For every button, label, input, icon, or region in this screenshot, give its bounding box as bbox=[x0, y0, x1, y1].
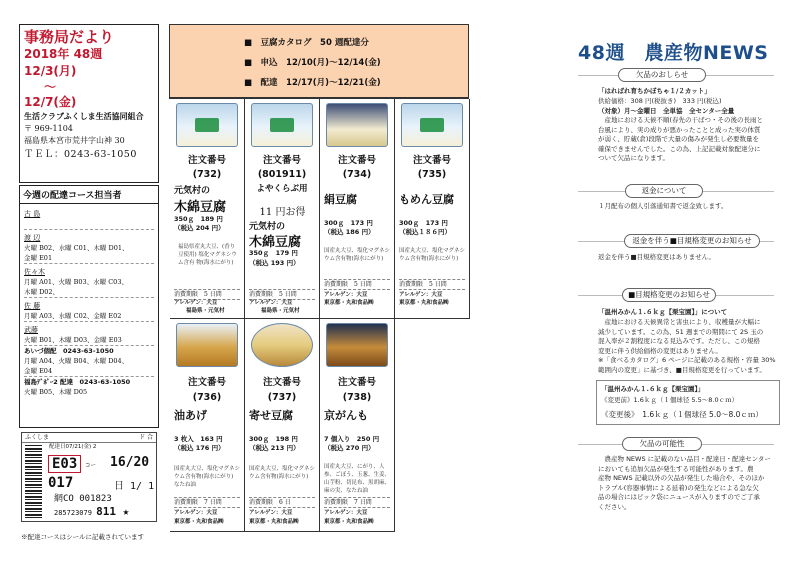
catalog-line-3: ■ 配達 12/17(月)～12/21(金) bbox=[244, 78, 381, 88]
spec-box-title: 「温州みかん１.６ｋｇ【栗宝園】」 bbox=[601, 385, 705, 393]
product-tax: （税込１８６円） bbox=[399, 228, 451, 236]
product-price: 300ｇ 173 円 bbox=[324, 219, 373, 227]
product-tax: （税込 213 円） bbox=[249, 444, 300, 452]
product-expiry: 消費期限 6 日 bbox=[249, 497, 315, 508]
area-name: 佐々木 bbox=[24, 268, 45, 276]
product-name: 寄せ豆腐 bbox=[249, 409, 293, 422]
product-price: 7 個入り 250 円 bbox=[324, 435, 380, 443]
fukushima-title: 福島ﾃﾞﾎﾟｰ2 配達 0243-63-1050 bbox=[24, 378, 131, 386]
order-label: 注文番号 bbox=[412, 155, 451, 166]
product-allergen: アレルゲン：大豆 bbox=[174, 300, 218, 306]
course-line: 月曜 A04、火曜 B04、木曜 D04、 bbox=[24, 357, 129, 365]
barcode-icon bbox=[25, 445, 42, 519]
stockout-line: 産地における天候不順(春先の干ばつ・その後の長雨と bbox=[598, 116, 764, 124]
product-card bbox=[245, 319, 320, 532]
spec-change-box bbox=[596, 380, 780, 425]
possible-line: ください。 bbox=[598, 502, 631, 511]
spec-line: 減少しています。この為、51 週までの期間にて 2S 玉の bbox=[598, 327, 764, 336]
product-deal: 11 円お得 bbox=[259, 207, 306, 218]
order-label: 注文番号 bbox=[262, 155, 301, 166]
stockout-line: が弱く、貯蔵(倉)段階で大量の傷みが発生し必要数量を bbox=[598, 135, 759, 143]
product-name: もめん豆腐 bbox=[399, 193, 454, 206]
product-tax: （税込 193 円） bbox=[249, 259, 300, 267]
label-barcode-small: 285723079 bbox=[54, 509, 92, 517]
possible-line: 品の場合にはピック袋にニュースが入りますのでご了承 bbox=[598, 493, 760, 501]
tofu-photo bbox=[251, 323, 313, 367]
tofu-photo bbox=[176, 103, 238, 147]
office-year-week: 2018年 48週 bbox=[24, 47, 103, 61]
office-tilde: ～ bbox=[44, 80, 57, 94]
refund-text: １月配布の個人引落通知書で返金致します。 bbox=[598, 202, 728, 210]
section-heading-spec-change: ■目規格変更のお知らせ bbox=[622, 288, 716, 302]
catalog-line-1: ■ 豆腐カタログ 50 週配達分 bbox=[244, 38, 369, 48]
spec-line: 混入率が２割程度になる見込みです。ただし、この規格 bbox=[598, 337, 760, 345]
stockout-line: ついて欠品になります。 bbox=[598, 154, 669, 162]
course-line: 火曜 B05、木曜 D05 bbox=[24, 388, 88, 396]
office-date-to: 12/7(金) bbox=[24, 95, 77, 109]
office-date-from: 12/3(月) bbox=[24, 64, 77, 78]
product-price: 3 枚入 163 円 bbox=[174, 435, 223, 443]
product-maker: 福島県・元気村 bbox=[186, 308, 225, 314]
spec-line: 変更に伴う供給価格の変更はありません。 bbox=[598, 346, 722, 355]
product-tax: （税込 186 円） bbox=[324, 228, 375, 236]
stockout-line: 供給価格：308 円(税抜き) 333 円(税込) bbox=[598, 97, 722, 105]
product-expiry: 消費期限 5 日間 bbox=[174, 289, 240, 300]
stockout-text bbox=[598, 97, 788, 164]
product-grid bbox=[169, 98, 469, 525]
product-allergen: アレルゲン：大豆 bbox=[249, 300, 293, 306]
spec-box-after: 《変更後》 1.6ｋｇ（１個球径 5.0～8.0ｃｍ） bbox=[601, 410, 763, 419]
stockout-line: （対象）月～金曜日 全単協 全センター全量 bbox=[598, 106, 735, 115]
label-top bbox=[22, 433, 156, 443]
catalog-line-2: ■ 申込 12/10(月)～12/14(金) bbox=[244, 58, 381, 68]
product-card bbox=[170, 319, 245, 532]
product-maker: 東京都・丸和食品㈱ bbox=[174, 519, 224, 525]
product-ingredients: 国産丸大豆、にがり、人参、ごぼう、玉葱、生姜、山芋粉、切昆布、黒胡麻、麻の実、なたね油 bbox=[324, 464, 391, 494]
tofu-photo bbox=[326, 323, 388, 367]
course-heading: 今週の配達コース担当者 bbox=[20, 186, 158, 204]
product-name: 京がんも bbox=[324, 409, 368, 422]
area-name: 佐 藤 bbox=[24, 302, 41, 310]
product-price: 350ｇ 179 円 bbox=[249, 249, 298, 257]
label-code-suffix: コー bbox=[85, 463, 97, 469]
office-title: 事務局だより bbox=[24, 28, 115, 46]
aizu-title: あいづ個配 0243-63-1050 bbox=[24, 347, 114, 355]
product-sub: 元気村の bbox=[174, 186, 211, 196]
product-expiry: 消費期限 5 日間 bbox=[399, 279, 465, 290]
course-line: 月曜 A01、火曜 B03、水曜 C03、 bbox=[24, 278, 128, 286]
product-card bbox=[170, 99, 245, 319]
tofu-photo bbox=[326, 103, 388, 147]
product-card bbox=[320, 319, 395, 532]
product-maker: 東京都・丸和食品㈱ bbox=[399, 300, 449, 306]
order-label: 注文番号 bbox=[337, 155, 376, 166]
product-card bbox=[245, 99, 320, 319]
product-ingredients: 国産丸大豆、塩化マグネシウム含有物(海水にがり) bbox=[324, 248, 390, 262]
possible-line: 農産物 NEWS に記載のない品目・配達日・配達センター bbox=[598, 455, 771, 463]
product-ingredients: 国産丸大豆、塩化マグネシウム含有物(海水にがり) なたね油 bbox=[174, 466, 240, 488]
product-maker: 東京都・丸和食品㈱ bbox=[249, 519, 299, 525]
area-divider bbox=[24, 219, 154, 230]
spec-change-item: 「温州みかん１.６ｋｇ【栗宝園】」について bbox=[598, 308, 728, 316]
area-name: 渡 辺 bbox=[24, 234, 41, 242]
label-top-left: ふくしま bbox=[25, 434, 50, 441]
label-barcode-number bbox=[54, 505, 129, 518]
order-number: (737) bbox=[267, 392, 297, 403]
stockout-line: 台風により、実の成りが悪かったことと成った実の体質 bbox=[598, 125, 761, 134]
label-seq: 網CO 001823 bbox=[54, 494, 112, 504]
spec-box-before: 《変更前》1.6ｋｇ（１個球径 5.5～8.0ｃｍ） bbox=[601, 396, 739, 404]
office-postal: 〒 969-1104 bbox=[24, 124, 73, 133]
section-heading-refund: 返金について bbox=[625, 184, 703, 198]
product-sub: よやくらぶ用 bbox=[256, 184, 308, 194]
possible-line: トラブル(容器事情による延着)の発生などによる急な欠 bbox=[598, 483, 759, 492]
area-name: 武藤 bbox=[24, 326, 38, 334]
product-name: 油あげ bbox=[174, 409, 207, 422]
label-page: 日 1/ 1 bbox=[114, 481, 155, 492]
course-line: 火曜 B02、水曜 C01、木曜 D01、 bbox=[24, 244, 129, 252]
product-allergen: アレルゲン：大豆 bbox=[324, 510, 368, 516]
label-course-code: E03 bbox=[48, 455, 81, 473]
product-tax: （税込 176 円） bbox=[174, 444, 225, 452]
spec-line: ※「食べるカタログ」6 ページに記載のある規格・容量 30% bbox=[598, 356, 776, 364]
product-tax: （税込 204 円） bbox=[174, 224, 225, 232]
delivery-label-sticker bbox=[21, 432, 157, 522]
product-tax: （税込 270 円） bbox=[324, 444, 375, 452]
product-allergen: アレルゲン：大豆 bbox=[399, 292, 443, 298]
order-number: (734) bbox=[342, 169, 372, 180]
product-name: 木綿豆腐 bbox=[174, 200, 227, 215]
product-card bbox=[320, 99, 395, 319]
order-label: 注文番号 bbox=[262, 377, 301, 388]
possible-stockout-text bbox=[598, 455, 788, 512]
product-price: 350ｇ 189 円 bbox=[174, 215, 223, 223]
stockout-item: 「はればれ育ちかぼちゃ１/２カット」 bbox=[598, 87, 711, 95]
course-line: 金曜 E01 bbox=[24, 253, 154, 264]
course-line: 月曜 A03、水曜 C02、金曜 E02 bbox=[24, 311, 154, 322]
order-number: (732) bbox=[192, 169, 222, 180]
product-allergen: アレルゲン：大豆 bbox=[174, 510, 218, 516]
product-maker: 福島県・元気村 bbox=[261, 308, 300, 314]
course-line: 木曜 D02、 bbox=[24, 287, 154, 298]
order-label: 注文番号 bbox=[187, 155, 226, 166]
product-expiry: 消費期限 5 日間 bbox=[249, 289, 315, 300]
news-title: 48週 農産物NEWS bbox=[578, 42, 769, 64]
product-ingredients: 国産丸大豆、塩化マグネシウム含有物(海水にがり) bbox=[399, 248, 465, 262]
refund-spec-text: 返金を伴う■目規格変更はありません。 bbox=[598, 253, 716, 261]
product-ingredients: 国産丸大豆、塩化マグネシウム含有物(海水にがり) bbox=[249, 466, 315, 480]
possible-line: においても追加欠品が発生する可能性があります。農 bbox=[598, 464, 754, 473]
section-heading-stockout: 欠品のおしらせ bbox=[618, 68, 706, 82]
product-price: 300ｇ 198 円 bbox=[249, 435, 298, 443]
product-allergen: アレルゲン：大豆 bbox=[249, 510, 293, 516]
office-tel: ＴＥＬ：0243-63-1050 bbox=[24, 149, 137, 160]
course-box bbox=[19, 185, 159, 428]
product-maker: 東京都・丸和食品㈱ bbox=[324, 519, 374, 525]
product-maker: 東京都・丸和食品㈱ bbox=[324, 300, 374, 306]
spec-line: 範囲内の変更」に基づき、■目規格変更を行っています。 bbox=[598, 365, 766, 374]
product-price: 300ｇ 173 円 bbox=[399, 219, 448, 227]
stockout-line: 確保できませんでした。この為、上記記載対象配達分に bbox=[598, 144, 761, 153]
spec-change-text bbox=[598, 318, 788, 375]
spec-line: 産地における天候異常と害虫により、収穫量が大幅に bbox=[598, 318, 761, 326]
label-delivery-line: 配達日07/21(金) 2 bbox=[49, 444, 97, 450]
order-label: 注文番号 bbox=[337, 377, 376, 388]
product-sub2: 元気村の bbox=[249, 222, 286, 232]
possible-line: 産物 NEWS 記載以外の欠品が発生した場合や、そのほか bbox=[598, 474, 765, 482]
product-card bbox=[395, 99, 470, 319]
tofu-photo bbox=[176, 323, 238, 367]
office-newsletter-box bbox=[19, 24, 159, 183]
tofu-photo bbox=[251, 103, 313, 147]
course-line: 火曜 B01、木曜 D03、金曜 E03 bbox=[24, 335, 154, 346]
order-number: (736) bbox=[192, 392, 222, 403]
product-expiry: 消費期限 5 日間 bbox=[324, 279, 390, 290]
label-top-right: ド 合 bbox=[139, 434, 153, 441]
area-name: 古 島 bbox=[24, 210, 41, 218]
section-heading-possible-stockout: 欠品の可能性 bbox=[622, 437, 702, 451]
label-date: 16/20 bbox=[110, 455, 150, 470]
order-number: (801911) bbox=[257, 169, 307, 180]
label-number: 017 bbox=[48, 475, 74, 491]
order-number: (735) bbox=[417, 169, 447, 180]
catalog-header bbox=[169, 24, 469, 98]
section-heading-refund-spec: 返金を伴う■目規格変更のお知らせ bbox=[624, 234, 760, 248]
order-number: (738) bbox=[342, 392, 372, 403]
footnote: ※配達コースはシールに記載されています bbox=[21, 533, 145, 541]
product-name: 木綿豆腐 bbox=[249, 235, 302, 250]
course-line: 金曜 E04 bbox=[24, 366, 154, 377]
product-ingredients: 福島県産丸大豆、(香り豆使用) 塩化マグネシウム含有 物(海水にがり) bbox=[178, 244, 237, 266]
label-barcode-big: 811 ★ bbox=[96, 505, 130, 518]
product-allergen: アレルゲン：大豆 bbox=[324, 292, 368, 298]
order-label: 注文番号 bbox=[187, 377, 226, 388]
office-address: 福島県本宮市荒井字山神 30 bbox=[24, 136, 125, 145]
tofu-photo bbox=[401, 103, 463, 147]
product-expiry: 消費期限 7 日間 bbox=[324, 497, 390, 508]
office-org: 生活クラブふくしま生活協同組合 bbox=[24, 112, 144, 121]
product-expiry: 消費期限 7 日間 bbox=[174, 497, 240, 508]
product-name: 絹豆腐 bbox=[324, 193, 357, 206]
